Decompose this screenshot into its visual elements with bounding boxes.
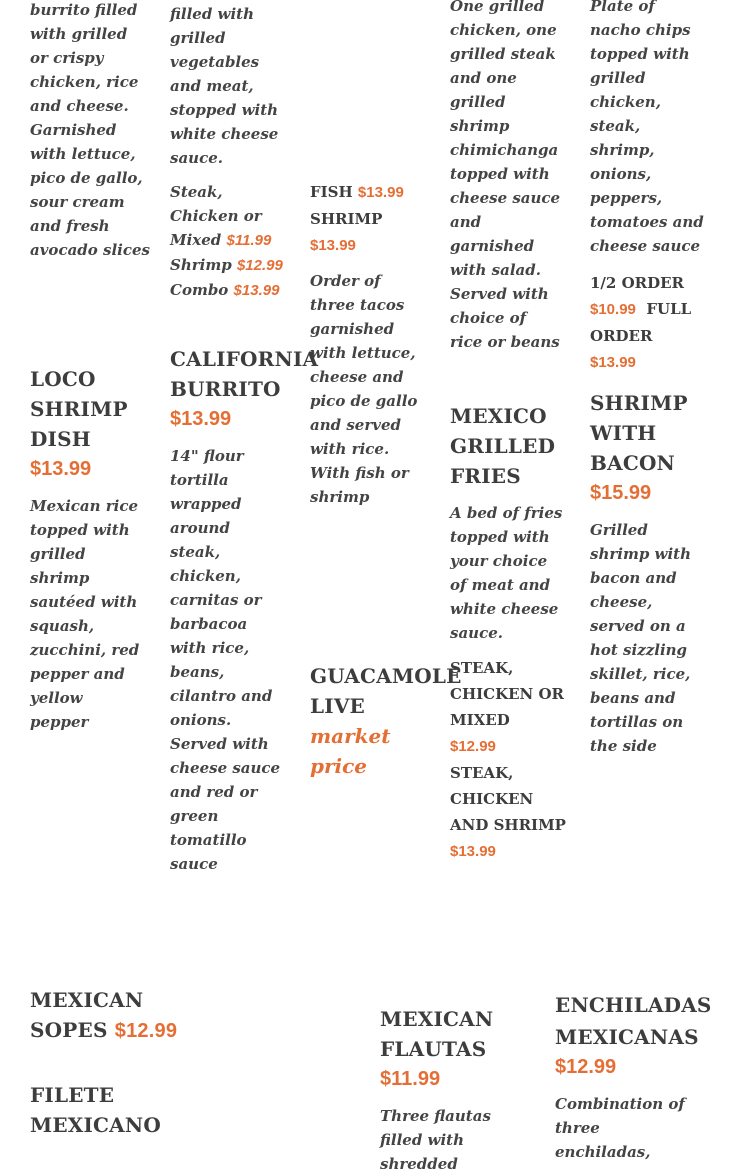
item-price: $12.99 [555,1056,617,1078]
menu-item-mexican-flautas [380,1004,520,1176]
menu-item-filete-mexicano [30,1080,180,1140]
option-label: Combo [170,281,229,299]
price-option-row [170,253,285,278]
full-order-price: $13.99 [590,354,636,371]
half-order-label: 1/2 ORDER [590,274,685,292]
shrimp-option-price: $13.99 [310,237,356,254]
option-label: STEAK, CHICKEN OR MIXED [450,659,565,729]
item-description: 14" flour tortilla wrapped around steak, chicken, carnitas or barbacoa with rice, beans, cilantro and onions. Served with cheese sauce and red or green tomatillo sauce [170,447,281,873]
fish-option [310,179,428,206]
item-description: Plate of nacho chips topped with grilled chicken, steak, shrimp, onions, peppers, tomatoes and cheese sauce [590,0,704,255]
option-label: FISH [310,183,353,201]
item-price: $12.99 [114,1020,178,1042]
item-title [555,990,715,1052]
item-price: $13.99 [170,408,232,430]
item-description: filled with grilled vegetables and meat, stopped with white cheese sauce. [170,5,279,167]
item-price: $15.99 [590,482,652,504]
price-option-row [170,278,285,303]
item-title: CALIFORNIA BURRITO [170,347,319,401]
option-price: $13.99 [357,184,404,201]
shrimp-option-label: SHRIMP [310,210,383,228]
option-price: $13.99 [450,843,496,860]
item-price: market price [310,724,391,778]
option-label: Shrimp [170,256,232,274]
item-description: Combination of three enchiladas, [555,1095,685,1161]
price-option-row [170,180,285,253]
menu-item-mexican-sopes [30,985,180,1046]
item-description: One grilled chicken, one grilled steak and one grilled shrimp chimichanga topped with cheese sauce and garnished with salad. Served with choice of rice or beans [450,0,561,351]
option-label: Steak, Chicken or Mixed [170,183,262,249]
menu-item-guacamole-live [310,661,462,781]
menu-item-enchiladas-mexicanas [555,990,715,1164]
item-title [30,985,180,1046]
menu-item-mexico-grilled-fries [450,401,568,865]
full-order-label: FULL ORDER [590,300,692,345]
option-label: STEAK, CHICKEN AND SHRIMP [450,764,566,834]
menu-item-nachos [590,0,708,376]
item-description: Grilled shrimp with bacon and cheese, served on a hot sizzling skillet, rice, beans and tortillas on the side [590,521,691,755]
item-price: $11.99 [380,1068,441,1090]
half-order-price: $10.99 [590,301,636,318]
item-title: LOCO SHRIMP DISH [30,367,128,451]
item-title-text: ENCHILADAS MEXICANAS [555,993,712,1049]
price-options [590,270,708,376]
menu-item-fajita-burrito [170,2,285,303]
item-title: MEXICO GRILLED FRIES [450,404,556,488]
menu-item-chimichanga [450,0,562,354]
price-option-row [590,296,708,349]
item-description: A bed of fries topped with your choice of meat and white cheese sauce. [450,504,563,642]
item-description: Mexican rice topped with grilled shrimp sautéed with squash, zucchini, red pepper and yellow pepper [30,497,140,731]
price-options [450,655,568,865]
menu-item-california-burrito [170,344,319,876]
option-price: $11.99 [226,232,272,249]
item-description: burrito filled with grilled or crispy chicken, rice and cheese. Garnished with lettuce, pico de gallo, sour cream and fresh avocado slices [30,1,150,259]
option-price: $12.99 [236,257,283,274]
item-description: Order of three tacos garnished with lettuce, cheese and pico de gallo and served with rice. With fish or shrimp [310,272,418,506]
menu-item-loco-shrimp [30,364,140,734]
item-description: Three flautas filled with shredded [380,1107,491,1173]
option-price: $12.99 [450,738,496,755]
menu-item-shrimp-with-bacon [590,388,705,758]
menu-item-chicken-burrito [30,0,150,262]
item-price: $13.99 [30,458,92,480]
item-title: SHRIMP WITH BACON [590,391,688,475]
item-title: FILETE MEXICANO [30,1083,161,1137]
item-title: MEXICAN FLAUTAS [380,1007,494,1061]
item-title-text: MEXICAN SOPES [30,988,144,1042]
item-title: GUACAMOLE LIVE [310,664,462,718]
price-options [170,180,285,303]
option-price: $13.99 [233,282,280,299]
menu-item-tacos [310,179,428,509]
